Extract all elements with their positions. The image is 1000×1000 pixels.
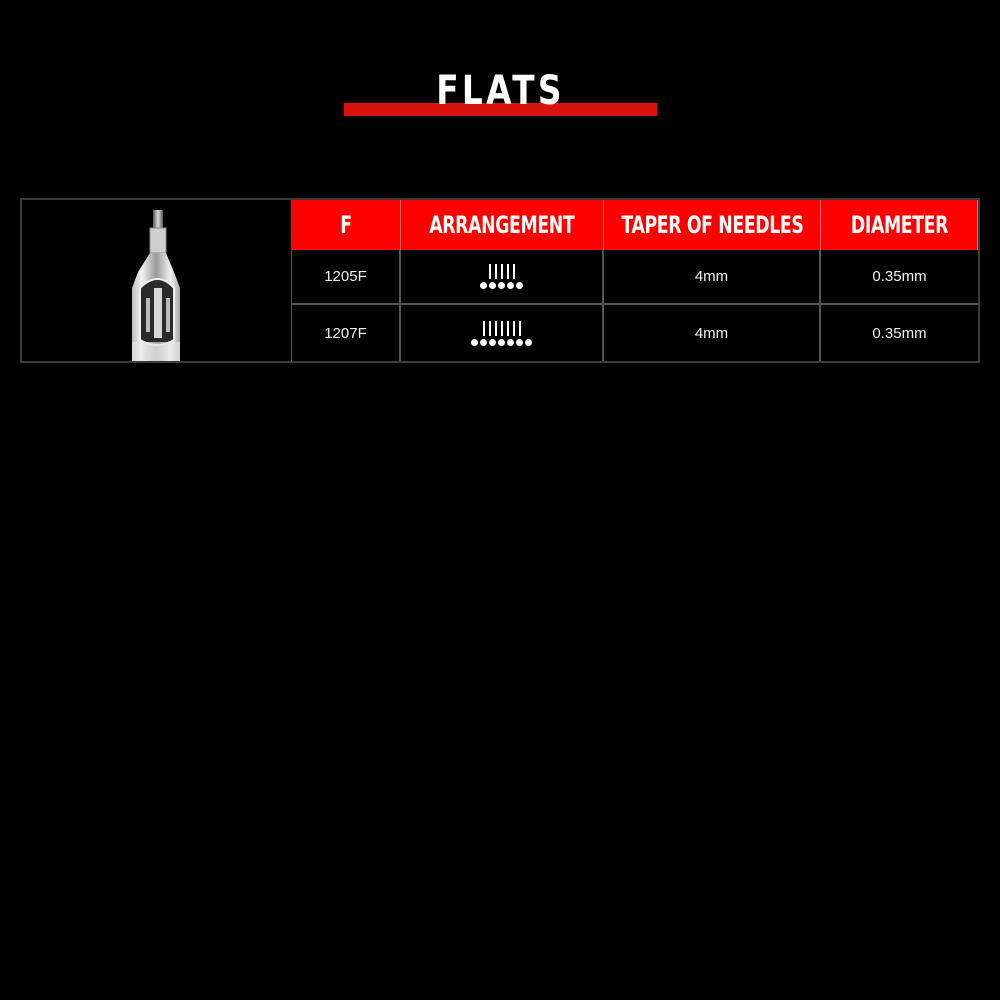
needle-cartridge-image	[22, 200, 292, 361]
spec-table	[20, 198, 980, 363]
model-cell: 1205F	[292, 250, 401, 303]
diameter-cell: 0.35mm	[872, 324, 927, 342]
section-title	[344, 62, 657, 116]
table-header-row	[292, 200, 978, 250]
arrangement-cell	[401, 250, 604, 303]
header-cell-arrangement: ARRANGEMENT	[401, 200, 604, 250]
title-text: FLATS	[436, 68, 565, 114]
header-cell-diameter: DIAMETER	[821, 200, 978, 250]
table-row	[292, 250, 978, 305]
arrangement-cell	[401, 305, 604, 361]
needle-arrangement-icon	[471, 321, 532, 346]
header-cell-model: F	[292, 200, 401, 250]
needle-arrangement-icon	[480, 264, 523, 289]
model-cell: 1207F	[292, 305, 401, 361]
taper-cell: 4mm	[604, 305, 821, 361]
header-cell-taper: TAPER OF NEEDLES	[604, 200, 821, 250]
taper-cell: 4mm	[604, 250, 821, 303]
table-row	[292, 305, 978, 361]
product-image-cell	[22, 200, 292, 361]
spec-grid	[292, 200, 978, 361]
diameter-cell: 0.35mm	[872, 268, 927, 285]
